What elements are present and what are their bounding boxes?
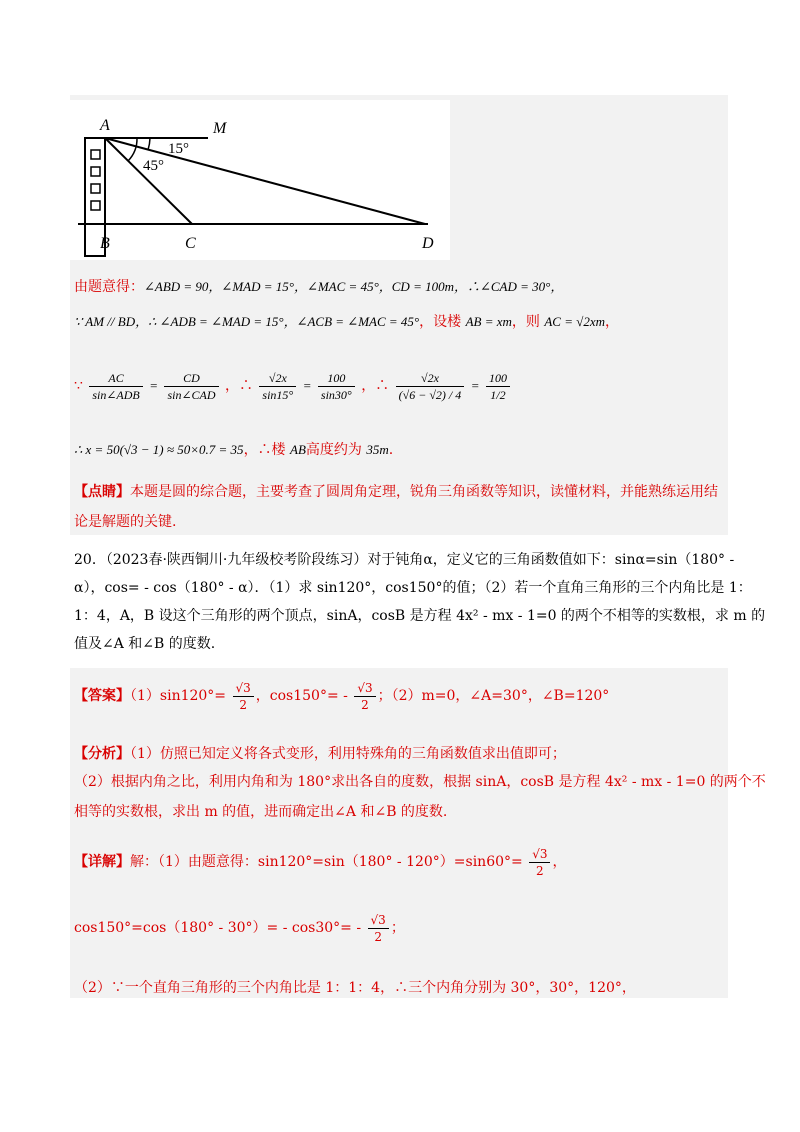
fraction: $\frac{√3}{2}$ <box>368 912 389 945</box>
label-m: M <box>213 120 227 137</box>
solution-line-1: 由题意得：∠ABD = 90，∠MAD = 15°，∠MAC = 45°，CD = 100m，∴∠CAD = 30°， <box>74 279 564 295</box>
angle-arc-15 <box>148 138 150 150</box>
label-angle-15: 15° <box>168 141 189 157</box>
detail-line-3: （2）∵一个直角三角形的三个内角比是 1：1：4，∴三个内角分别为 30°，30°，120°， <box>74 980 636 996</box>
detail-line-1: 【详解】解：（1）由题意得：sin120°=sin（180° - 120°）=sin60°= $\frac{√3}{2}$ ， <box>74 846 567 878</box>
window <box>91 201 100 210</box>
analysis-line-2: （2）根据内角之比，利用内角和为 180°求出各自的度数，根据 sinA，cosB 是方程 4x² - mx - 1=0 的两个不 <box>74 774 766 790</box>
question-20-line-4: 值及∠A 和∠B 的度数. <box>74 636 216 652</box>
label-a: A <box>100 117 110 134</box>
comment-line-1: 【点睛】本题是圆的综合题，主要考查了圆周角定理，锐角三角函数等知识，读懂材料，并能熟练运用结 <box>74 484 718 500</box>
window <box>91 167 100 176</box>
fraction: $\frac{AC}{\text{sin∠ADB}}$ <box>89 370 142 403</box>
solution-line-2: ∵ AM // BD，∴ ∠ADB = ∠MAD = 15°，∠ACB = ∠MAC = 45°，设楼 AB = xm，则 AC = √2xm， <box>74 314 620 330</box>
fraction: $\frac{√2x}{(√6 - √2) / 4}$ <box>396 370 465 403</box>
line-ad <box>105 138 425 224</box>
label-angle-45: 45° <box>143 158 164 174</box>
fraction: $\frac{CD}{\text{sin∠CAD}}$ <box>164 370 218 403</box>
fraction: $\frac{√3}{2}$ <box>354 680 375 713</box>
fraction: $\frac{100}{\sin 30^\circ}$ <box>318 370 355 403</box>
solution-line-3: ∵ $\frac{AC}{\text{sin∠ADB}}$ = $\frac{CD}{\text{sin∠CAD}}$ ，∴ $\frac{√2x}{\sin 15^\circ}$ = $\frac{100}{\sin 30^\circ}$ ，∴ $\frac{√2x}{(√6 - √2) / 4}$ = $\frac{100}{1/2}$ <box>74 366 512 406</box>
fraction: $\frac{√2x}{\sin 15^\circ}$ <box>259 370 296 403</box>
comment-line-2: 论是解题的关键. <box>74 514 177 530</box>
fraction: $\frac{√3}{2}$ <box>529 846 550 879</box>
analysis-line-3: 相等的实数根，求出 m 的值，进而确定出∠A 和∠B 的度数. <box>74 804 448 820</box>
fraction: $\frac{100}{1/2}$ <box>486 370 510 403</box>
window <box>91 184 100 193</box>
answer-line: 【答案】（1）sin120°= $\frac{√3}{2}$ ，cos150°= - $\frac{√3}{2}$ ；（2）m=0，∠A=30°，∠B=120° <box>74 680 610 712</box>
fraction: $\frac{√3}{2}$ <box>233 680 254 713</box>
question-20-line-2: α），cos= - cos（180° - α）．（1）求 sin120°，cos150°的值；（2）若一个直角三角形的三个内角比是 1： <box>74 580 752 596</box>
geometry-diagram <box>70 100 450 260</box>
detail-line-2: cos150°=cos（180° - 30°）= - cos30°= - $\frac{√3}{2}$ ； <box>74 912 405 944</box>
window <box>91 150 100 159</box>
label-c: C <box>185 235 196 252</box>
label-d: D <box>422 235 434 252</box>
analysis-line-1: 【分析】（1）仿照已知定义将各式变形，利用特殊角的三角函数值求出值即可； <box>74 746 566 762</box>
question-20-line-1: 20．（2023春·陕西铜川·九年级校考阶段练习）对于钝角α，定义它的三角函数值如下：sinα=sin（180° - <box>74 552 735 568</box>
question-20-line-3: 1：4，A，B 设这个三角形的两个顶点，sinA，cosB 是方程 4x² - mx - 1=0 的两个不相等的实数根，求 m 的 <box>74 608 766 624</box>
label-b: B <box>100 235 110 252</box>
solution-line-4: ∴ x = 50(√3 − 1) ≈ 50×0.7 = 35，∴楼 AB高度约为 35m. <box>74 442 394 458</box>
angle-arc-45 <box>128 138 137 161</box>
answer-highlight <box>70 668 728 998</box>
